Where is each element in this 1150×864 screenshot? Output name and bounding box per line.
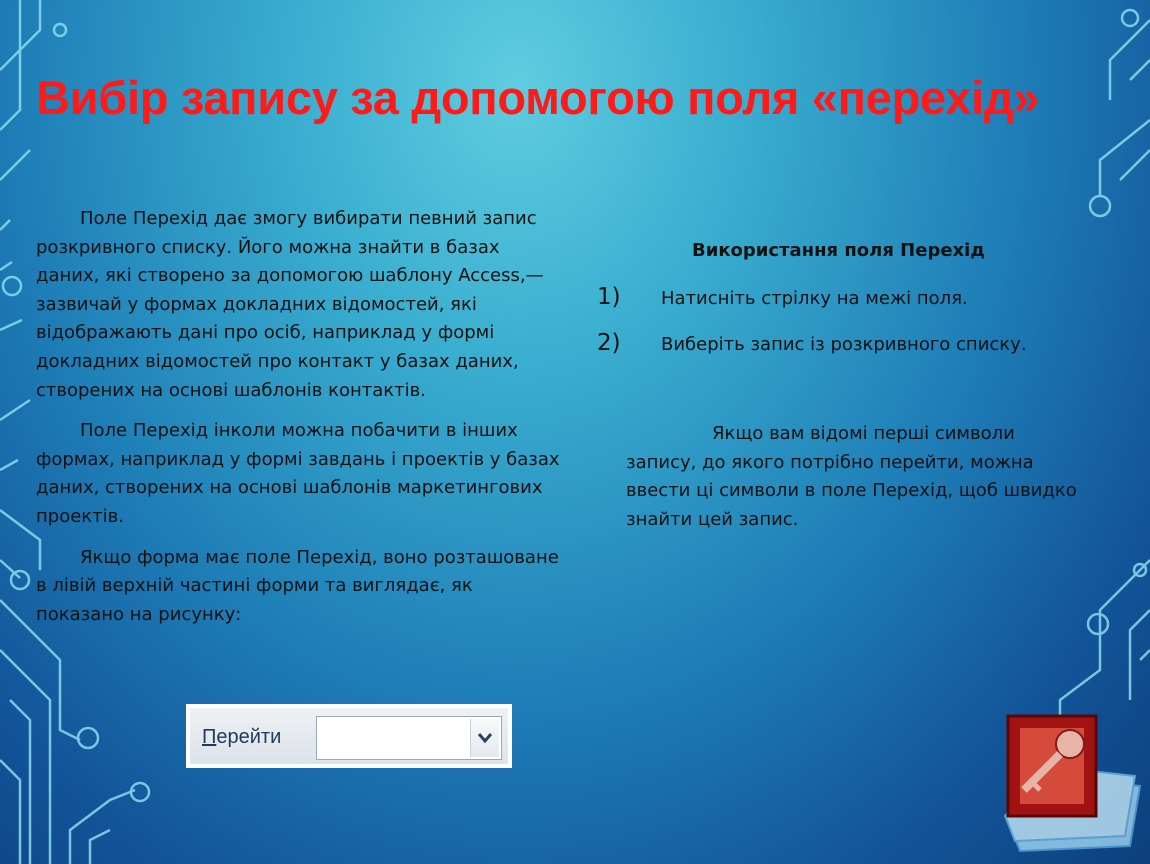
chevron-down-icon <box>477 731 493 745</box>
goto-field-figure <box>186 704 512 768</box>
goto-label-accelerator: П <box>202 726 217 748</box>
goto-label <box>202 726 281 749</box>
step-2-text: Виберіть запис із розкривного списку. <box>661 334 1027 355</box>
step-1-text: Натисніть стрілку на межі поля. <box>661 288 968 309</box>
step-2-number: 2) <box>597 330 621 356</box>
left-text-block <box>36 205 566 641</box>
goto-combo-box[interactable] <box>316 716 502 760</box>
left-paragraph-3: Якщо форма має поле Перехід, воно розташоване в лівій верхній частині форми та виглядає, як показано на рисунку: <box>36 546 559 625</box>
left-paragraph-2: Поле Перехід інколи можна побачити в інших формах, наприклад у формі завдань і проектів у базах даних, створених на основі шаблонів маркетингових проектів. <box>36 420 560 527</box>
left-paragraph-1: Поле Перехід дає змогу вибирати певний запис розкривного списку. Його можна знайти в базах даних, які створено за допомогою шаблону Access,— зазвичай у формах докладних відомостей, які відображають дані про осіб, наприклад у формі докладних відомостей про контакт у базах даних, створених на основі шаблонів контактів. <box>36 208 544 401</box>
right-heading: Використання поля Перехід <box>692 240 985 261</box>
goto-dropdown-button[interactable] <box>470 719 499 757</box>
step-1-number: 1) <box>597 284 621 310</box>
slide-title: Вибір запису за допомогою поля «перехід» <box>36 71 1040 124</box>
goto-field-bar <box>190 708 508 764</box>
right-paragraph-block <box>626 420 1086 534</box>
right-paragraph: Якщо вам відомі перші символи запису, до якого потрібно перейти, можна ввести ці символи в поле Перехід, щоб швидко знайти цей запис. <box>626 423 1077 530</box>
access-key-logo-icon <box>990 706 1150 856</box>
goto-label-rest: ерейти <box>216 726 282 748</box>
